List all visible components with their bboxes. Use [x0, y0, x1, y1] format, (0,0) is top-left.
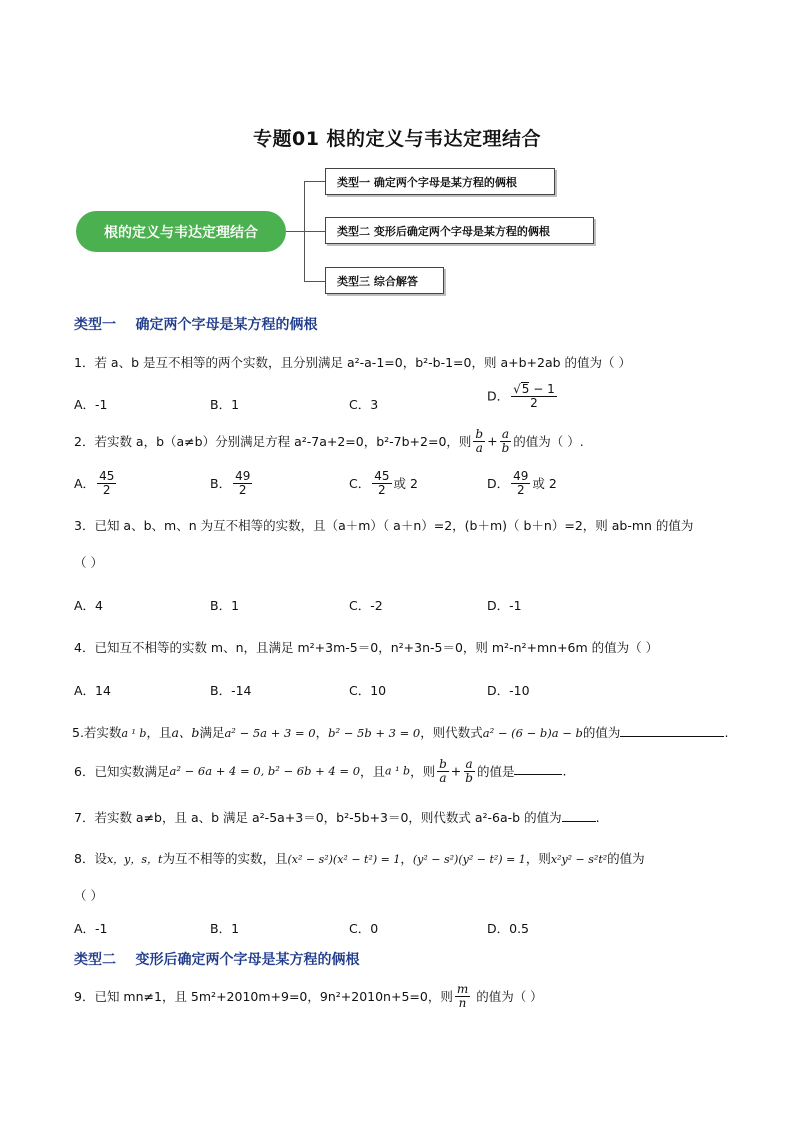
math-expression: a² − (6 − b)a − b [482, 726, 583, 740]
question-8-line-1 [74, 849, 645, 867]
denominator: b [501, 440, 510, 455]
question-9 [74, 983, 543, 1009]
math-equation-1: (x² − s²)(x² − t²) = 1 [287, 853, 401, 866]
plus-sign: + [450, 763, 462, 779]
mindmap-connector-b3 [304, 281, 325, 282]
numerator: 45 [374, 469, 390, 483]
math-vars: a、b [171, 725, 200, 740]
question-1: 1．若 a、b 是互不相等的两个实数，且分别满足 a²-a-1=0，b²-b-1=0，则 a+b+2ab 的值为（ ） [74, 355, 631, 370]
section-heading-2 [74, 949, 360, 969]
q5-text: ，且 [146, 725, 172, 740]
fraction [511, 470, 530, 496]
q8-text: 为互不相等的实数，且 [162, 851, 288, 866]
denominator: 2 [516, 482, 525, 497]
mindmap-branch-2: 类型二 变形后确定两个字母是某方程的俩根 [325, 217, 594, 244]
q6-stem: 6．已知实数满足 [74, 764, 170, 780]
question-4: 4．已知互不相等的实数 m、n，且满足 m²+3m-5＝0，n²+3n-5＝0，则 m²-n²+mn+6m 的值为（ ） [74, 640, 659, 655]
q4-option-a: A．14 [74, 683, 111, 698]
q3-option-c: C．-2 [349, 598, 383, 613]
q1-option-b: B．1 [210, 397, 240, 412]
denominator: n [458, 995, 467, 1010]
q7-stem: 7．若实数 a≠b，且 a、b 满足 a²-5a+3＝0，b²-5b+3＝0，则代数式 a²-6a-b 的值为 [74, 810, 562, 825]
q6-text: 的值是 [476, 764, 515, 780]
question-3-line-2: （ ） [74, 555, 103, 570]
fraction-b-over-a [473, 428, 485, 454]
numerator: b [439, 757, 447, 771]
section-title: 变形后确定两个字母是某方程的俩根 [135, 952, 360, 968]
denominator: a [475, 440, 483, 455]
q8-option-a: A．-1 [74, 921, 108, 936]
option-tail: 或 2 [532, 476, 557, 492]
numerator: m [456, 982, 469, 996]
q8-option-d: D．0.5 [487, 921, 530, 936]
answer-blank[interactable] [562, 821, 596, 822]
math-condition: a ¹ b [121, 727, 147, 740]
question-8-line-2: （ ） [74, 888, 103, 903]
q5-text: 的值为 [582, 725, 621, 740]
math-equation-2: b² − 5b + 3 = 0 [328, 726, 421, 740]
q8-text: ， [400, 851, 413, 866]
q8-option-b: B．1 [210, 921, 240, 936]
q8-text: ，则 [525, 851, 551, 866]
q6-end: . [562, 763, 567, 779]
math-equation-1: a² − 5a + 3 = 0 [224, 726, 316, 740]
q3-option-b: B．1 [210, 598, 240, 613]
q7-end: . [595, 810, 600, 825]
q2-option-a [74, 470, 118, 496]
question-6 [74, 758, 566, 784]
fraction-b-over-a [437, 758, 449, 784]
mindmap-branch-3: 类型三 综合解答 [325, 267, 444, 294]
option-label: D． [487, 476, 510, 492]
numerator: √5 − 1 [513, 382, 555, 396]
option-label: A． [74, 476, 96, 492]
math-equation-2: (y² − s²)(y² − t²) = 1 [412, 853, 526, 866]
q2-option-b [210, 470, 254, 496]
question-5 [72, 723, 728, 741]
denominator: 2 [378, 482, 386, 497]
mindmap-branch-1: 类型一 确定两个字母是某方程的俩根 [325, 168, 555, 195]
denominator: a [439, 770, 447, 785]
q5-stem: 5.若实数 [72, 725, 122, 740]
fraction-a-over-b [463, 758, 475, 784]
q8-stem: 8．设 [74, 851, 107, 866]
mindmap-connector-b2 [304, 231, 325, 232]
fraction-a-over-b [500, 428, 512, 454]
fraction [97, 470, 116, 496]
numerator: a [465, 757, 473, 771]
q5-text: 满足 [199, 725, 225, 740]
answer-blank[interactable] [620, 736, 724, 737]
fraction [511, 382, 557, 409]
q5-text: ， [315, 725, 329, 740]
option-tail: 或 2 [393, 476, 418, 492]
mindmap-connector-h [286, 231, 304, 232]
fraction [233, 470, 252, 496]
question-3-line-1: 3．已知 a、b、m、n 为互不相等的实数，且（a＋m）（ a＋n）=2，(b＋m)（ b＋n）=2，则 ab-mn 的值为 [74, 518, 694, 533]
q3-option-a: A．4 [74, 598, 104, 613]
q2-tail: 的值为（ ）. [513, 434, 584, 450]
numerator: 49 [235, 469, 251, 483]
fraction [372, 470, 391, 496]
mindmap-center-node: 根的定义与韦达定理结合 [76, 211, 286, 252]
sqrt-radicand: 5 [521, 382, 530, 396]
q6-text: ，则 [410, 764, 436, 780]
q1-option-d [487, 382, 559, 409]
numerator: a [501, 427, 510, 441]
option-label: B． [210, 476, 232, 492]
q1-option-a: A．-1 [74, 397, 108, 412]
q4-option-d: D．-10 [487, 683, 530, 698]
q8-text: 的值为 [607, 851, 645, 866]
q9-stem: 9．已知 mn≠1，且 5m²+2010m+9=0，9n²+2010n+5=0，则 [74, 989, 453, 1005]
numerator: 45 [99, 469, 115, 483]
minus-one: − 1 [529, 382, 555, 396]
q9-tail: 的值为（ ） [472, 989, 543, 1005]
denominator: b [465, 770, 473, 785]
numerator: b [475, 427, 484, 441]
mindmap-connector-b1 [304, 181, 325, 182]
option-d-label: D． [487, 388, 510, 404]
q5-text: ，则代数式 [420, 725, 483, 740]
q6-text: ，且 [360, 764, 386, 780]
q4-option-b: B．-14 [210, 683, 252, 698]
q3-option-d: D．-1 [487, 598, 522, 613]
section-title: 确定两个字母是某方程的俩根 [135, 317, 318, 333]
section-label: 类型二 [74, 952, 116, 968]
page-title: 专题01 根的定义与韦达定理结合 [252, 128, 542, 150]
math-vars: x，y，s，t [106, 853, 163, 866]
math-equations: a² − 6a + 4 = 0, b² − 6b + 4 = 0 [169, 764, 361, 779]
plus-sign: + [487, 433, 498, 449]
q2-option-d [487, 470, 557, 496]
q8-option-c: C．0 [349, 921, 379, 936]
answer-blank[interactable] [514, 774, 562, 775]
section-label: 类型一 [74, 317, 116, 333]
q4-option-c: C．10 [349, 683, 387, 698]
denominator: 2 [530, 395, 538, 410]
math-expression: x²y² − s²t² [550, 853, 608, 866]
denominator: 2 [102, 482, 111, 497]
denominator: 2 [238, 482, 247, 497]
question-2 [74, 428, 584, 454]
fraction-m-over-n [455, 983, 470, 1009]
math-condition: a ¹ b [385, 764, 411, 778]
q2-stem: 2．若实数 a，b（a≠b）分别满足方程 a²-7a+2=0，b²-7b+2=0，则 [74, 434, 472, 450]
q5-end: . [724, 725, 729, 740]
section-heading-1 [74, 314, 318, 334]
option-label: C． [349, 476, 371, 492]
q2-option-c [349, 470, 418, 496]
numerator: 49 [513, 469, 529, 483]
question-7 [74, 808, 600, 826]
q1-option-c: C．3 [349, 397, 379, 412]
